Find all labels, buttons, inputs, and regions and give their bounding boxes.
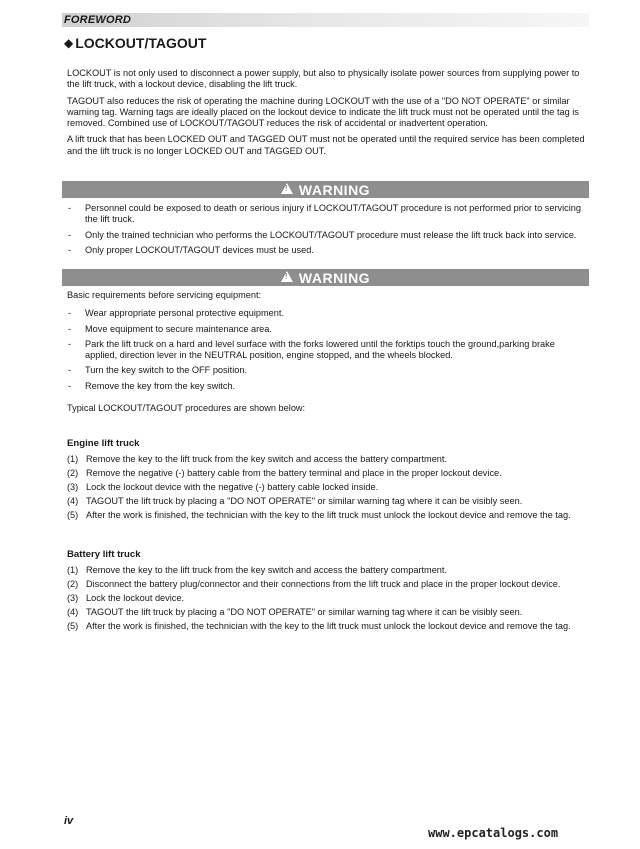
step-number: (1) <box>67 565 79 575</box>
warning-triangle-icon <box>281 183 293 194</box>
section-header-bar <box>62 13 589 27</box>
page-title-text: LOCKOUT/TAGOUT <box>75 35 207 51</box>
page-number: iv <box>64 815 74 827</box>
list-item: - Only proper LOCKOUT/TAGOUT devices must be used. <box>67 245 588 256</box>
warning-banner <box>62 181 589 198</box>
list-item: - Turn the key switch to the OFF position. <box>67 365 588 376</box>
step-text: Lock the lockout device. <box>86 592 185 603</box>
intro-paragraph: TAGOUT also reduces the risk of operating the machine during LOCKOUT with the use of a "DO NOT OPERATE" or similar warning tag. Warning tags are ideally placed on the lockout device to indicate the lift truck must not be operated until the tag is removed. Combined use of LOCKOUT/TAGOUT reduces the risk of accidental or inadvertent operation. <box>67 95 579 129</box>
requirements-section <box>67 290 588 414</box>
engine-heading: Engine lift truck <box>67 438 140 449</box>
step-item <box>67 565 588 576</box>
step-text: Remove the key to the lift truck from the key switch and access the battery compartment. <box>86 565 448 575</box>
step-item <box>67 593 588 604</box>
intro-section <box>67 68 588 157</box>
engine-procedure <box>67 438 588 523</box>
step-text: Disconnect the battery plug/connector and their connections from the lift truck and place in the proper lockout device. <box>86 578 561 589</box>
list-item: - Move equipment to secure maintenance area. <box>67 324 588 335</box>
step-number: (2) <box>67 467 79 478</box>
step-item <box>67 468 588 479</box>
watermark: www.epcatalogs.com <box>428 826 559 840</box>
step-number: (5) <box>67 509 79 520</box>
step-text: Lock the lockout device with the negative (-) battery cable locked inside. <box>86 481 379 492</box>
step-item <box>67 454 588 465</box>
list-item: - Remove the key from the key switch. <box>67 381 588 392</box>
warning-list <box>67 203 588 260</box>
step-text: After the work is finished, the technician with the key to the lift truck must unlock the lockout device and remove the tag. <box>86 509 571 520</box>
step-number: (2) <box>67 578 79 589</box>
step-text: TAGOUT the lift truck by placing a "DO NOT OPERATE" or similar warning tag where it can be visibly seen. <box>86 495 523 506</box>
section-header-label: FOREWORD <box>64 14 131 26</box>
list-item: - Park the lift truck on a hard and level surface with the forks lowered until the forktips touch the ground,parking brake applied, direction lever in the NEUTRAL position, engine stopped, and the wheels blocked. <box>67 339 588 362</box>
step-number: (3) <box>67 481 79 492</box>
intro-paragraph: A lift truck that has been LOCKED OUT and TAGGED OUT must not be operated until the required service has been completed and the lift truck is no longer LOCKED OUT and TAGGED OUT. <box>67 134 585 156</box>
step-item <box>67 621 588 632</box>
warning-banner <box>62 269 589 286</box>
step-item <box>67 482 588 493</box>
battery-procedure <box>67 549 588 634</box>
warning-label: WARNING <box>298 269 371 286</box>
step-text: TAGOUT the lift truck by placing a "DO NOT OPERATE" or similar warning tag where it can be visibly seen. <box>86 606 523 617</box>
step-number: (5) <box>67 620 79 631</box>
warning-label: WARNING <box>298 181 371 198</box>
list-item: - Wear appropriate personal protective equipment. <box>67 308 588 319</box>
step-item <box>67 579 588 590</box>
step-text: After the work is finished, the technician with the key to the lift truck must unlock the lockout device and remove the tag. <box>86 620 571 631</box>
warning-triangle-icon <box>281 271 293 282</box>
requirements-lead: Basic requirements before servicing equipment: <box>67 290 262 300</box>
list-item: - Personnel could be exposed to death or serious injury if LOCKOUT/TAGOUT procedure is not performed prior to servicing the lift truck. <box>67 203 588 226</box>
step-item <box>67 496 588 507</box>
step-number: (4) <box>67 606 79 617</box>
page-title <box>64 35 206 51</box>
list-item: - Only the trained technician who performs the LOCKOUT/TAGOUT procedure must release the lift truck back into service. <box>67 230 588 241</box>
step-item <box>67 510 588 521</box>
step-number: (1) <box>67 454 79 464</box>
step-number: (3) <box>67 592 79 603</box>
step-number: (4) <box>67 495 79 506</box>
step-text: Remove the key to the lift truck from the key switch and access the battery compartment. <box>86 454 448 464</box>
step-text: Remove the negative (-) battery cable from the battery terminal and place in the proper lockout device. <box>86 467 502 478</box>
step-item <box>67 607 588 618</box>
diamond-bullet-icon: ◆ <box>64 36 74 50</box>
battery-heading: Battery lift truck <box>67 549 141 560</box>
intro-paragraph: LOCKOUT is not only used to disconnect a power supply, but also to physically isolate power sources from supplying power to the lift truck, with a lockout device, disabling the lift truck. <box>67 68 580 90</box>
procedures-intro: Typical LOCKOUT/TAGOUT procedures are shown below: <box>67 403 306 414</box>
